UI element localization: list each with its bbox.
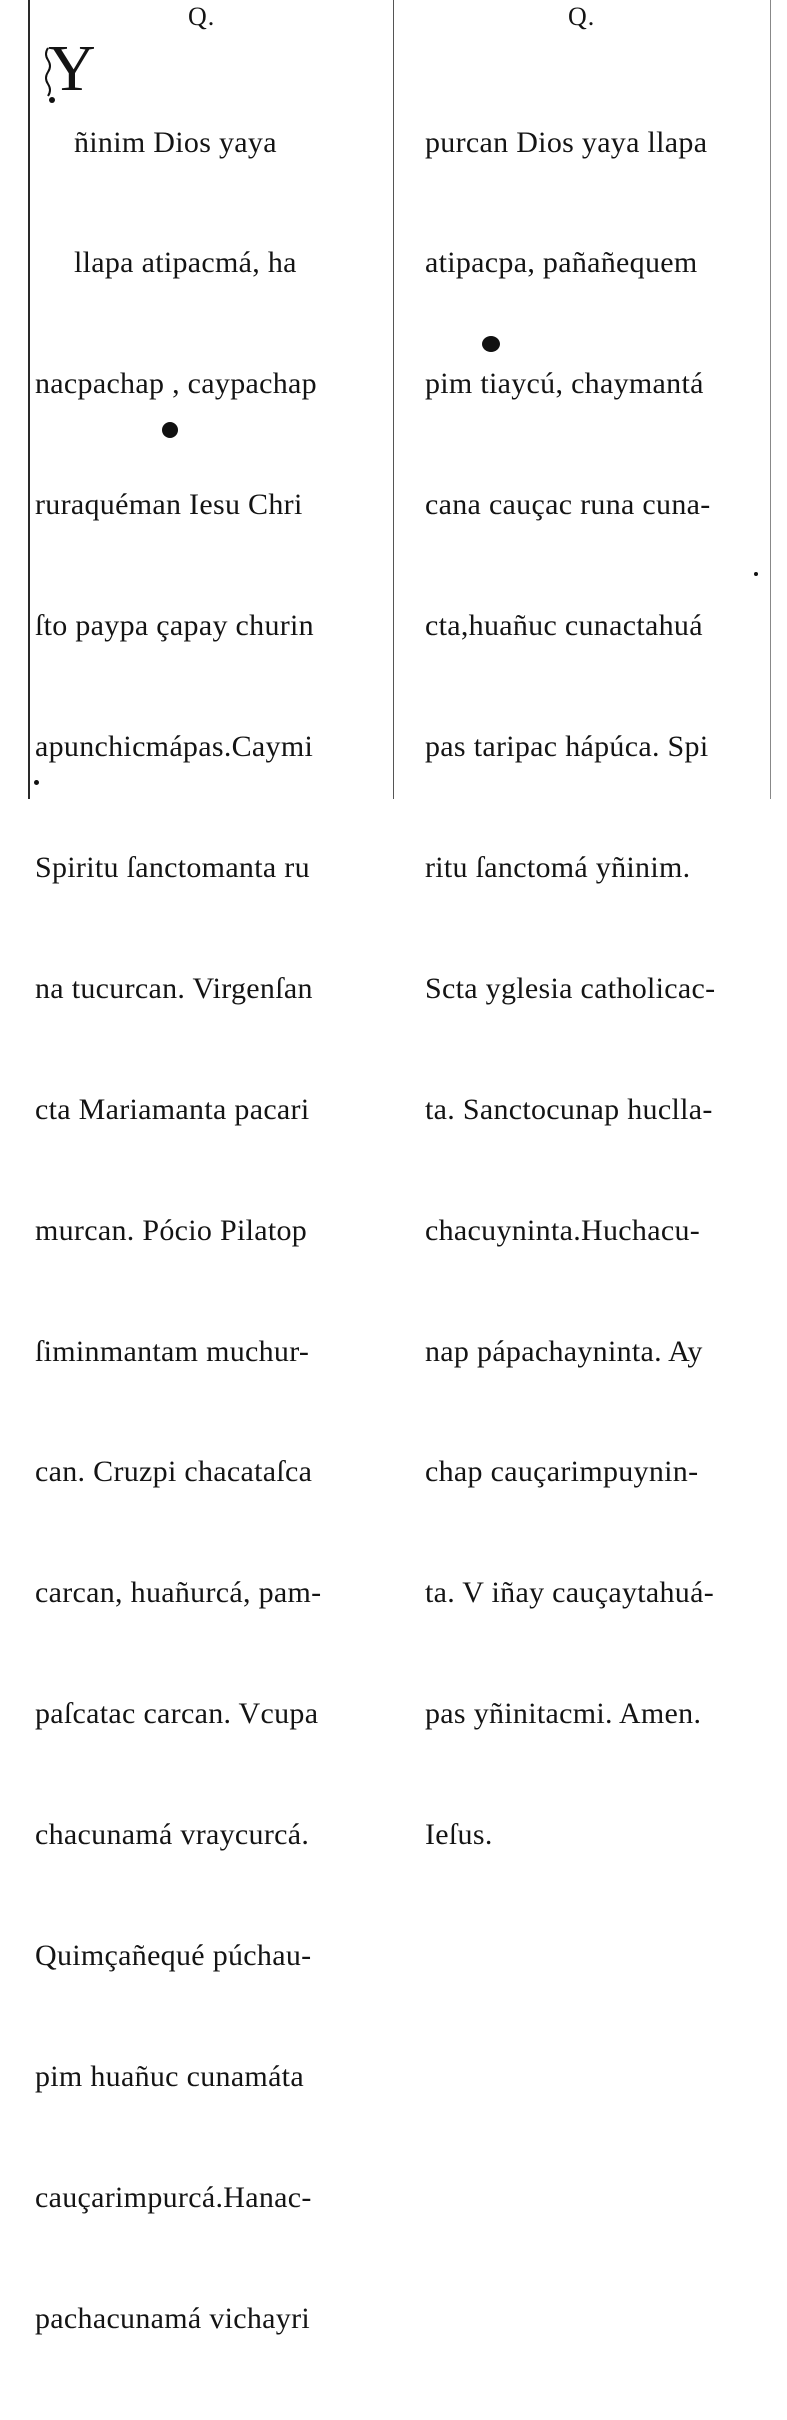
ink-blot (34, 780, 39, 785)
text-line: pim tiaycú, chaymantá (425, 367, 704, 401)
ink-blot (162, 422, 178, 438)
text-line: chap cauçarimpuynin- (425, 1455, 699, 1489)
column-divider (393, 0, 394, 799)
signature-mark-right: Q. (568, 2, 596, 31)
text-line: apunchicmápas.Caymi (35, 730, 314, 764)
text-line: carcan, huañurcá, pam- (35, 1576, 322, 1610)
text-line: purcan Dios yaya llapa (425, 125, 708, 159)
text-line: cta Mariamanta pacari (35, 1092, 310, 1126)
left-text-column (35, 42, 370, 2420)
text-line: ta. Sanctocunap huclla- (425, 1092, 713, 1126)
text-line: paſcatac carcan. Vcupa (35, 1697, 319, 1731)
drop-cap-letter: Y (48, 32, 96, 105)
text-line: chacuyninta.Huchacu- (425, 1213, 701, 1247)
text-line: Scta yglesia catholicac- (425, 971, 716, 1005)
signature-mark-left: Q. (188, 2, 216, 31)
text-line: cauçarimpurcá.Hanac- (35, 2180, 312, 2214)
ink-blot (754, 572, 758, 576)
text-line: atipacpa, pañañequem (425, 246, 698, 280)
text-line: na tucurcan. Virgenſan (35, 971, 313, 1005)
text-line: murcan. Pócio Pilatop (35, 1213, 308, 1247)
text-line: cana cauçac runa cuna- (425, 488, 711, 522)
left-page-edge (28, 0, 30, 799)
text-line: ta. V iñay cauçaytahuá- (425, 1576, 714, 1610)
text-line: pachacunamá vichayri (35, 2301, 311, 2335)
text-line: nap pápachayninta. Ay (425, 1334, 703, 1368)
text-line: chacunamá vraycurcá. (35, 1818, 310, 1852)
text-line: ritu ſanctomá yñinim. (425, 850, 691, 884)
text-line: cta,huañuc cunactahuá (425, 609, 703, 643)
text-line: ſto paypa çapay churin (35, 609, 314, 643)
text-line: nacpachap , caypachap (35, 367, 317, 401)
text-line: pim huañuc cunamáta (35, 2059, 304, 2093)
right-page-edge (770, 0, 771, 799)
text-line: pas yñinitacmi. Amen. (425, 1697, 702, 1731)
text-line: ñinim Dios yaya (35, 125, 277, 159)
text-line: can. Cruzpi chacataſca (35, 1455, 313, 1489)
text-line: ruraquéman Iesu Chri (35, 488, 303, 522)
text-line: Spiritu ſanctomanta ru (35, 850, 310, 884)
right-text-column (425, 42, 770, 1936)
text-line: ſiminmantam muchur- (35, 1334, 310, 1368)
text-line: Ieſus. (425, 1818, 493, 1852)
text-line: Quimçañequé púchau- (35, 1938, 312, 1972)
text-line: pas taripac hápúca. Spi (425, 730, 709, 764)
ink-blot (482, 336, 500, 352)
text-line: llapa atipacmá, ha (35, 246, 297, 280)
